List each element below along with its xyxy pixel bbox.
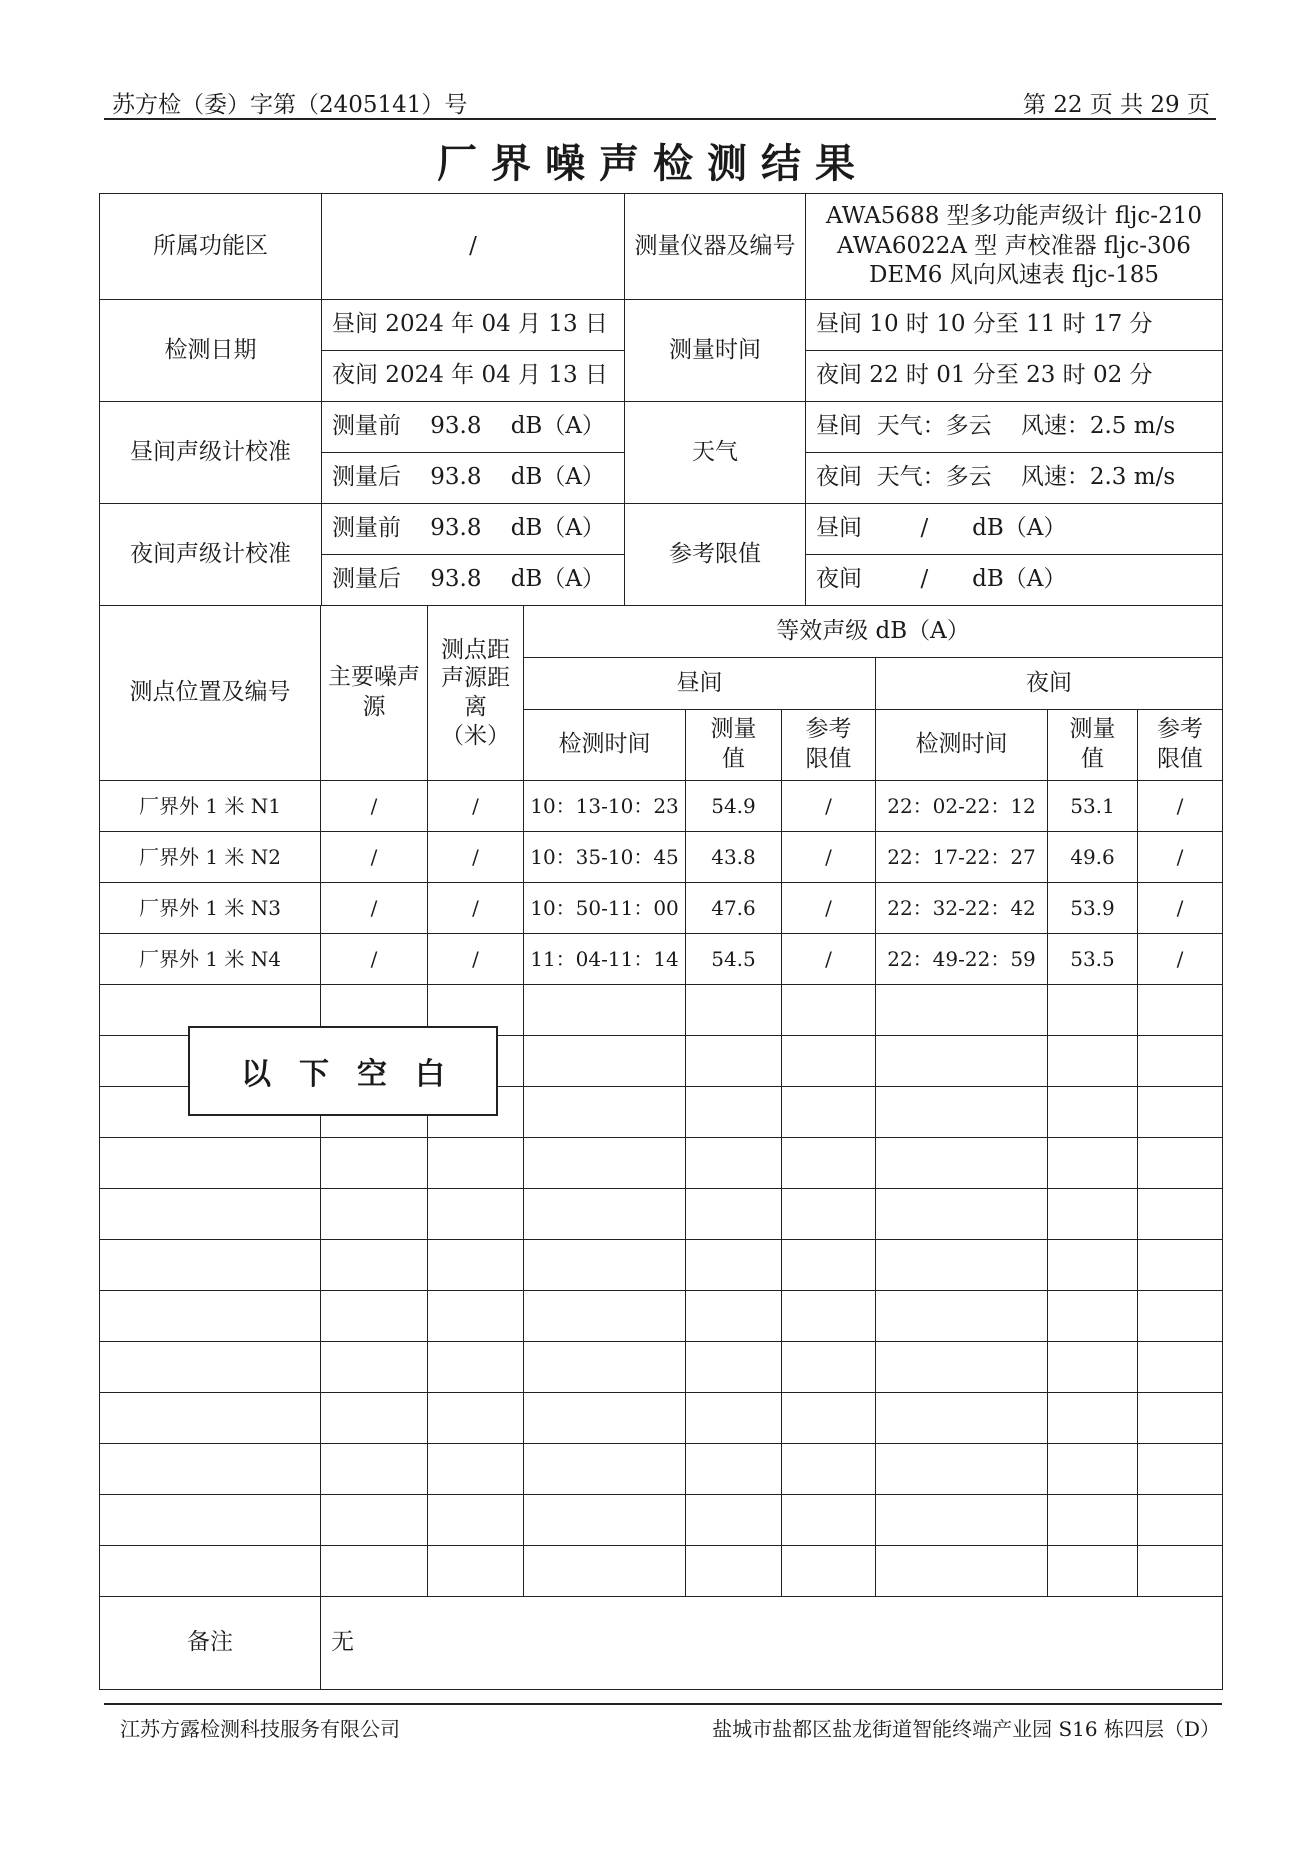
remark-value: 无 — [321, 1597, 1223, 1690]
table-row — [100, 883, 1223, 934]
col-day-limit-header: 参考限值 — [782, 710, 876, 781]
empty-row — [100, 1495, 1223, 1546]
day-value-cell: 54.9 — [686, 781, 782, 832]
night-calibration-after: 测量后 93.8 dB（A） — [322, 555, 625, 606]
point-cell: 厂界外 1 米 N1 — [100, 781, 321, 832]
day-limit-cell: / — [782, 781, 876, 832]
results-table — [99, 605, 1223, 1690]
report-number: 苏方检（委）字第（2405141）号 — [112, 92, 468, 118]
night-limit-cell: / — [1138, 832, 1223, 883]
instrument-anemometer: DEM6 风向风速表 fljc-185 — [868, 262, 1160, 289]
source-cell: / — [321, 832, 428, 883]
night-limit-cell: / — [1138, 934, 1223, 985]
day-limit-cell: / — [782, 832, 876, 883]
page-info: 第 22 页 共 29 页 — [1022, 92, 1210, 118]
col-day-time-header: 检测时间 — [524, 710, 686, 781]
empty-row — [100, 1342, 1223, 1393]
night-calibration-before: 测量前 93.8 dB（A） — [322, 504, 625, 555]
weather-label: 天气 — [625, 402, 806, 504]
col-day-value-header: 测量值 — [686, 710, 782, 781]
day-calibration-after: 测量后 93.8 dB（A） — [322, 453, 625, 504]
col-source-header: 主要噪声源 — [321, 606, 428, 781]
limit-day: 昼间 / dB（A） — [806, 504, 1223, 555]
zone-value: / — [322, 194, 625, 300]
col-point-header: 测点位置及编号 — [100, 606, 321, 781]
zone-label: 所属功能区 — [100, 194, 322, 300]
page-title: 厂界噪声检测结果 — [437, 140, 869, 187]
empty-row — [100, 1393, 1223, 1444]
day-time-cell: 11：04-11：14 — [524, 934, 686, 985]
distance-cell: / — [428, 832, 524, 883]
source-cell: / — [321, 781, 428, 832]
company-address: 盐城市盐都区盐龙街道智能终端产业园 S16 栋四层（D） — [712, 1717, 1220, 1741]
night-value-cell: 53.5 — [1048, 934, 1138, 985]
col-night-time-header: 检测时间 — [876, 710, 1048, 781]
night-limit-cell: / — [1138, 781, 1223, 832]
day-limit-cell: / — [782, 883, 876, 934]
day-value-cell: 54.5 — [686, 934, 782, 985]
table-row — [100, 934, 1223, 985]
empty-row — [100, 1546, 1223, 1597]
col-night-value-header: 测量值 — [1048, 710, 1138, 781]
point-cell: 厂界外 1 米 N2 — [100, 832, 321, 883]
day-calibration-before: 测量前 93.8 dB（A） — [322, 402, 625, 453]
table-row — [100, 832, 1223, 883]
day-limit-cell: / — [782, 934, 876, 985]
col-night-header: 夜间 — [876, 658, 1223, 710]
instrument-calibrator: AWA6022A 型 声校准器 fljc-306 — [837, 232, 1191, 259]
empty-row — [100, 1189, 1223, 1240]
distance-cell: / — [428, 883, 524, 934]
company-name: 江苏方露检测科技服务有限公司 — [120, 1717, 400, 1741]
night-time-cell: 22：17-22：27 — [876, 832, 1048, 883]
header-rule — [104, 118, 1216, 120]
col-equiv-header: 等效声级 dB（A） — [524, 606, 1223, 658]
source-cell: / — [321, 883, 428, 934]
night-value-cell: 49.6 — [1048, 832, 1138, 883]
distance-cell: / — [428, 781, 524, 832]
empty-row — [100, 1291, 1223, 1342]
point-cell: 厂界外 1 米 N3 — [100, 883, 321, 934]
time-label: 测量时间 — [625, 300, 806, 402]
info-table — [99, 193, 1223, 606]
night-value-cell: 53.1 — [1048, 781, 1138, 832]
instrument-list — [806, 194, 1223, 300]
point-cell: 厂界外 1 米 N4 — [100, 934, 321, 985]
col-day-header: 昼间 — [524, 658, 876, 710]
day-time-cell: 10：35-10：45 — [524, 832, 686, 883]
limit-label: 参考限值 — [625, 504, 806, 606]
distance-cell: / — [428, 934, 524, 985]
col-distance-header: 测点距声源距离（米） — [428, 606, 524, 781]
weather-night: 夜间 天气：多云 风速：2.3 m/s — [806, 453, 1223, 504]
day-calibration-label: 昼间声级计校准 — [100, 402, 322, 504]
day-time-cell: 10：13-10：23 — [524, 781, 686, 832]
weather-day: 昼间 天气：多云 风速：2.5 m/s — [806, 402, 1223, 453]
day-time-cell: 10：50-11：00 — [524, 883, 686, 934]
empty-row — [100, 1138, 1223, 1189]
footer-rule — [104, 1703, 1222, 1705]
night-calibration-label: 夜间声级计校准 — [100, 504, 322, 606]
date-day: 昼间 2024 年 04 月 13 日 — [322, 300, 625, 351]
night-time-cell: 22：49-22：59 — [876, 934, 1048, 985]
day-value-cell: 47.6 — [686, 883, 782, 934]
instrument-sound-meter: AWA5688 型多功能声级计 fljc-210 — [826, 202, 1202, 229]
remark-label: 备注 — [100, 1597, 321, 1690]
empty-row — [100, 1444, 1223, 1495]
night-value-cell: 53.9 — [1048, 883, 1138, 934]
date-night: 夜间 2024 年 04 月 13 日 — [322, 351, 625, 402]
night-time-cell: 22：32-22：42 — [876, 883, 1048, 934]
empty-row — [100, 1240, 1223, 1291]
night-limit-cell: / — [1138, 883, 1223, 934]
time-day: 昼间 10 时 10 分至 11 时 17 分 — [806, 300, 1223, 351]
col-night-limit-header: 参考限值 — [1138, 710, 1223, 781]
night-time-cell: 22：02-22：12 — [876, 781, 1048, 832]
blank-below-stamp: 以下空白 — [188, 1026, 498, 1116]
instrument-label: 测量仪器及编号 — [625, 194, 806, 300]
source-cell: / — [321, 934, 428, 985]
remark-row — [100, 1597, 1223, 1690]
day-value-cell: 43.8 — [686, 832, 782, 883]
time-night: 夜间 22 时 01 分至 23 时 02 分 — [806, 351, 1223, 402]
limit-night: 夜间 / dB（A） — [806, 555, 1223, 606]
table-row — [100, 781, 1223, 832]
date-label: 检测日期 — [100, 300, 322, 402]
